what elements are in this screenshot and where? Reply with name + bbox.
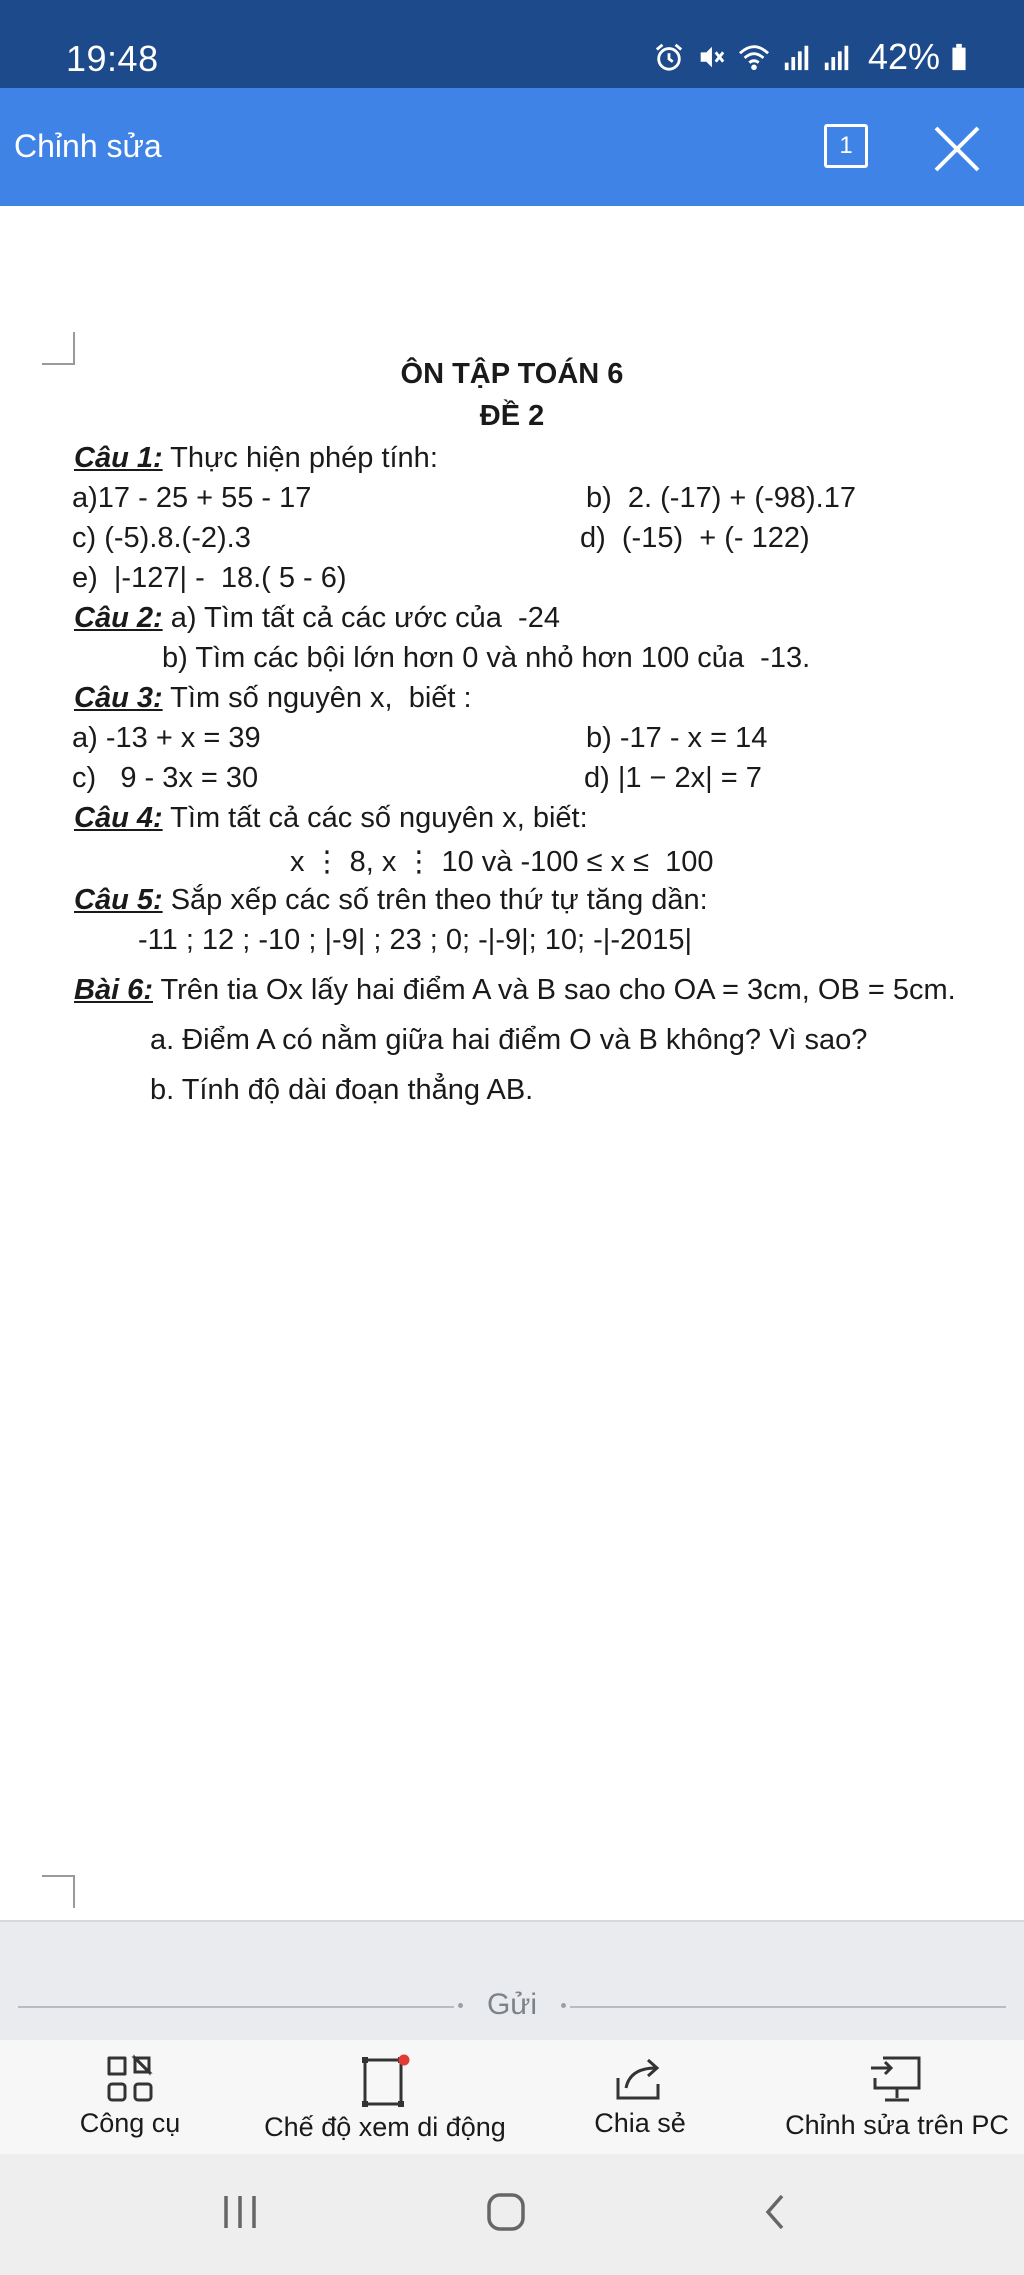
page-count-button[interactable]: 1 (824, 124, 868, 168)
question-3-label: Câu 3: (74, 682, 163, 714)
question-5-list: -11 ; 12 ; -10 ; |-9| ; 23 ; 0; -|-9|; 10; -|-2015| (138, 924, 693, 956)
battery-percent: 42% (867, 36, 940, 77)
tools-button[interactable] (60, 2040, 200, 2154)
edit-on-pc-icon (869, 2054, 925, 2106)
divider-dot-right (561, 2003, 566, 2008)
status-time: 19:48 (66, 38, 159, 79)
notification-dot (399, 2055, 410, 2066)
question-6a: a. Điểm A có nằm giữa hai điểm O và B không? Vì sao? (150, 1024, 868, 1056)
share-icon (614, 2054, 666, 2104)
send-row[interactable] (0, 1988, 1024, 2028)
question-6-label: Bài 6: (74, 974, 153, 1006)
bottom-toolbar (0, 2040, 1024, 2154)
document-title: ÔN TẬP TOÁN 6 (400, 358, 624, 390)
share-button[interactable] (580, 2040, 700, 2154)
question-2a: a) Tìm tất cả các ước của -24 (162, 602, 560, 634)
battery-icon (950, 42, 968, 72)
question-5 (74, 884, 708, 917)
mobile-view-button[interactable] (252, 2040, 518, 2154)
question-4 (74, 802, 588, 835)
edit-on-pc-label: Chỉnh sửa trên PC (785, 2110, 1009, 2140)
tools-grid-icon (105, 2054, 155, 2104)
alarm-icon (652, 42, 686, 72)
question-3c: c) 9 - 3x = 30 (72, 762, 259, 794)
question-6-text: Trên tia Ox lấy hai điểm A và B sao cho OA = 3cm, OB = 5cm. (152, 974, 956, 1006)
mute-icon (696, 42, 726, 72)
navigation-bar (0, 2154, 1024, 2275)
app-bar (0, 88, 1024, 206)
question-6 (74, 974, 956, 1007)
edit-on-pc-button[interactable] (780, 2040, 1014, 2154)
question-1c: c) (-5).8.(-2).3 (72, 522, 251, 554)
send-area (0, 1920, 1024, 2042)
tools-label: Công cụ (79, 2108, 181, 2138)
question-5-text: Sắp xếp các số trên theo thứ tự tăng dần: (162, 884, 708, 916)
question-1e: e) |-127| - 18.( 5 - 6) (72, 562, 347, 594)
divider-right (570, 2006, 1006, 2008)
question-1d: d) (-15) + (- 122) (580, 522, 810, 554)
question-5-label: Câu 5: (74, 884, 163, 916)
question-1-text: Thực hiện phép tính: (162, 442, 438, 474)
status-bar (0, 0, 1024, 88)
question-4-condition: x ⋮ 8, x ⋮ 10 và -100 ≤ x ≤ 100 (290, 846, 714, 878)
close-icon[interactable] (930, 122, 984, 176)
question-3 (74, 682, 472, 715)
question-3d: d) |1 − 2x| = 7 (584, 762, 762, 794)
page-corner-marker (40, 1874, 76, 1910)
question-4-label: Câu 4: (74, 802, 163, 834)
edit-button[interactable]: Chỉnh sửa (14, 128, 162, 164)
question-1b: b) 2. (-17) + (-98).17 (586, 482, 856, 514)
question-4-text: Tìm tất cả các số nguyên x, biết: (162, 802, 588, 834)
question-2-label: Câu 2: (74, 602, 163, 634)
signal-icon (822, 42, 852, 72)
question-6b: b. Tính độ dài đoạn thẳng AB. (150, 1074, 534, 1106)
document-page[interactable] (0, 206, 1024, 1920)
status-icons (652, 36, 968, 78)
question-2b: b) Tìm các bội lớn hơn 0 và nhỏ hơn 100 của -13. (162, 642, 811, 674)
signal-icon (782, 42, 812, 72)
back-icon[interactable] (760, 2192, 790, 2232)
question-1a: a)17 - 25 + 55 - 17 (72, 482, 312, 514)
question-2 (74, 602, 560, 635)
send-button[interactable]: Gửi (486, 1988, 538, 2021)
recent-apps-icon[interactable] (220, 2192, 260, 2232)
document-subtitle: ĐỀ 2 (479, 400, 545, 432)
question-1 (74, 442, 438, 475)
home-icon[interactable] (486, 2192, 526, 2232)
wifi-icon (736, 42, 772, 72)
question-3a: a) -13 + x = 39 (72, 722, 261, 754)
mobile-view-label: Chế độ xem di động (264, 2112, 506, 2142)
question-3-text: Tìm số nguyên x, biết : (162, 682, 472, 714)
share-label: Chia sẻ (594, 2108, 686, 2138)
question-1-label: Câu 1: (74, 442, 163, 474)
question-3b: b) -17 - x = 14 (586, 722, 768, 754)
mobile-view-icon (357, 2054, 413, 2108)
